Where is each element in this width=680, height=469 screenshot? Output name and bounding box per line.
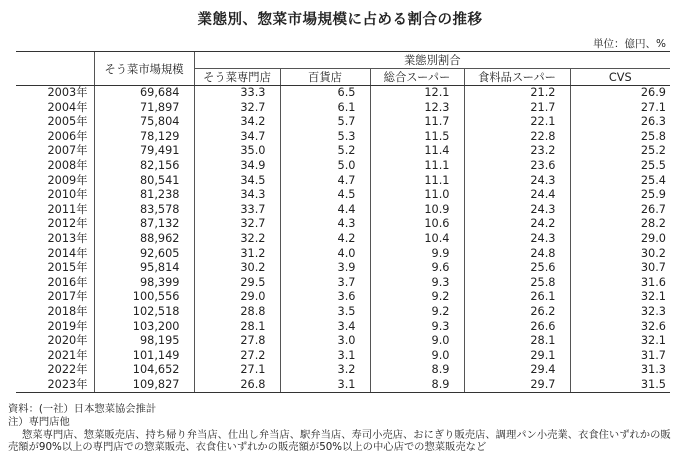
market-size-cell: 92,605 <box>94 247 194 262</box>
sozai-store-cell: 32.7 <box>194 217 280 232</box>
sozai-store-cell: 28.8 <box>194 305 280 320</box>
table-row <box>16 188 670 203</box>
header-format-ratio: 業態別割合 <box>194 52 670 69</box>
table-row <box>16 363 670 378</box>
notes <box>8 403 671 454</box>
market-size-cell: 69,684 <box>94 86 194 101</box>
year-cell: 2004年 <box>47 100 88 114</box>
market-size-cell: 98,195 <box>94 334 194 349</box>
page-title: 業態別、惣菜市場規模に占める割合の推移 <box>197 12 483 28</box>
general-supermarket-cell: 12.3 <box>370 101 464 116</box>
table-row <box>16 305 670 320</box>
general-supermarket-cell: 11.7 <box>370 115 464 130</box>
sozai-store-cell: 34.2 <box>194 115 280 130</box>
cvs-cell: 31.7 <box>570 349 670 364</box>
general-supermarket-cell: 10.9 <box>370 203 464 218</box>
table-row <box>16 247 670 262</box>
market-size-cell: 102,518 <box>94 305 194 320</box>
food-supermarket-cell: 22.8 <box>464 130 570 145</box>
food-supermarket-cell: 21.7 <box>464 101 570 116</box>
department-store-cell: 5.0 <box>280 159 370 174</box>
department-store-cell: 3.2 <box>280 363 370 378</box>
general-supermarket-cell: 8.9 <box>370 378 464 393</box>
header-market-size: そう菜市場規模 <box>94 52 194 86</box>
sozai-store-cell: 28.1 <box>194 320 280 335</box>
data-table <box>16 51 670 393</box>
year-cell: 2007年 <box>47 144 88 158</box>
market-size-cell: 83,578 <box>94 203 194 218</box>
sozai-store-cell: 27.2 <box>194 349 280 364</box>
year-cell: 2006年 <box>47 129 88 143</box>
department-store-cell: 3.1 <box>280 349 370 364</box>
market-size-cell: 104,652 <box>94 363 194 378</box>
sozai-store-cell: 31.2 <box>194 247 280 262</box>
year-cell: 2018年 <box>47 304 88 318</box>
market-size-cell: 71,897 <box>94 101 194 116</box>
year-cell: 2005年 <box>47 115 88 129</box>
table-row <box>16 101 670 116</box>
department-store-cell: 6.5 <box>280 86 370 101</box>
sozai-store-cell: 29.5 <box>194 276 280 291</box>
market-size-cell: 78,129 <box>94 130 194 145</box>
cvs-cell: 25.8 <box>570 130 670 145</box>
food-supermarket-cell: 22.1 <box>464 115 570 130</box>
table-row <box>16 115 670 130</box>
table-row <box>16 276 670 291</box>
general-supermarket-cell: 8.9 <box>370 363 464 378</box>
general-supermarket-cell: 9.3 <box>370 276 464 291</box>
food-supermarket-cell: 29.1 <box>464 349 570 364</box>
general-supermarket-cell: 11.1 <box>370 159 464 174</box>
year-cell: 2015年 <box>47 261 88 275</box>
cvs-cell: 26.3 <box>570 115 670 130</box>
year-cell: 2012年 <box>47 217 88 231</box>
header-food-supermarket: 食料品スーパー <box>464 69 570 86</box>
food-supermarket-cell: 24.4 <box>464 188 570 203</box>
market-size-cell: 95,814 <box>94 261 194 276</box>
cvs-cell: 25.5 <box>570 159 670 174</box>
year-cell: 2016年 <box>47 275 88 289</box>
sozai-store-cell: 29.0 <box>194 290 280 305</box>
cvs-cell: 30.7 <box>570 261 670 276</box>
food-supermarket-cell: 24.2 <box>464 217 570 232</box>
cvs-cell: 31.5 <box>570 378 670 393</box>
year-cell: 2021年 <box>47 348 88 362</box>
general-supermarket-cell: 11.5 <box>370 130 464 145</box>
cvs-cell: 32.1 <box>570 334 670 349</box>
cvs-cell: 25.2 <box>570 144 670 159</box>
sozai-store-cell: 32.7 <box>194 101 280 116</box>
year-cell: 2023年 <box>16 378 94 393</box>
header-department-store: 百貨店 <box>280 69 370 86</box>
cvs-cell: 29.0 <box>570 232 670 247</box>
year-cell: 2017年 <box>47 290 88 304</box>
sozai-store-cell: 33.3 <box>194 86 280 101</box>
food-supermarket-cell: 29.7 <box>464 378 570 393</box>
department-store-cell: 3.9 <box>280 261 370 276</box>
department-store-cell: 3.4 <box>280 320 370 335</box>
year-cell: 2013年 <box>47 231 88 245</box>
cvs-cell: 31.3 <box>570 363 670 378</box>
department-store-cell: 6.1 <box>280 101 370 116</box>
general-supermarket-cell: 11.0 <box>370 188 464 203</box>
general-supermarket-cell: 9.2 <box>370 290 464 305</box>
sozai-store-cell: 34.7 <box>194 130 280 145</box>
cvs-cell: 32.1 <box>570 290 670 305</box>
table-row <box>16 349 670 364</box>
sozai-store-cell: 33.7 <box>194 203 280 218</box>
table-body <box>16 86 670 393</box>
food-supermarket-cell: 23.2 <box>464 144 570 159</box>
department-store-cell: 5.2 <box>280 144 370 159</box>
market-size-cell: 88,962 <box>94 232 194 247</box>
market-size-cell: 75,804 <box>94 115 194 130</box>
general-supermarket-cell: 11.4 <box>370 144 464 159</box>
year-cell: 2020年 <box>47 334 88 348</box>
unit-label: 単位：億円、% <box>593 38 666 50</box>
department-store-cell: 4.3 <box>280 217 370 232</box>
year-cell: 2019年 <box>47 319 88 333</box>
sozai-store-cell: 34.3 <box>194 188 280 203</box>
department-store-cell: 4.0 <box>280 247 370 262</box>
header-cvs: CVS <box>570 69 670 86</box>
cvs-cell: 27.1 <box>570 101 670 116</box>
table-row <box>16 203 670 218</box>
market-size-cell: 82,156 <box>94 159 194 174</box>
year-cell: 2011年 <box>47 202 88 216</box>
department-store-cell: 5.7 <box>280 115 370 130</box>
department-store-cell: 4.5 <box>280 188 370 203</box>
food-supermarket-cell: 24.3 <box>464 232 570 247</box>
table-row <box>16 232 670 247</box>
header-sozai-store: そう菜専門店 <box>194 69 280 86</box>
food-supermarket-cell: 25.6 <box>464 261 570 276</box>
year-cell: 2009年 <box>47 173 88 187</box>
market-size-cell: 98,399 <box>94 276 194 291</box>
source-note: 資料：(一社）日本惣菜協会推計 <box>8 403 157 415</box>
department-store-cell: 4.2 <box>280 232 370 247</box>
year-cell: 2010年 <box>47 188 88 202</box>
sozai-store-cell: 34.5 <box>194 174 280 189</box>
general-supermarket-cell: 11.1 <box>370 174 464 189</box>
table-row <box>16 320 670 335</box>
market-size-cell: 79,491 <box>94 144 194 159</box>
table-row <box>16 159 670 174</box>
market-size-cell: 101,149 <box>94 349 194 364</box>
department-store-cell: 3.7 <box>280 276 370 291</box>
general-supermarket-cell: 12.1 <box>370 86 464 101</box>
year-cell: 2014年 <box>47 246 88 260</box>
table-row <box>16 334 670 349</box>
cvs-cell: 32.6 <box>570 320 670 335</box>
market-size-cell: 80,541 <box>94 174 194 189</box>
department-store-cell: 3.6 <box>280 290 370 305</box>
market-size-cell: 103,200 <box>94 320 194 335</box>
year-cell: 2022年 <box>47 363 88 377</box>
department-store-cell: 5.3 <box>280 130 370 145</box>
general-supermarket-cell: 9.0 <box>370 349 464 364</box>
cvs-cell: 25.9 <box>570 188 670 203</box>
note-title: 注）専門店他 <box>8 415 70 428</box>
food-supermarket-cell: 21.2 <box>464 86 570 101</box>
table-row <box>16 261 670 276</box>
cvs-cell: 25.4 <box>570 174 670 189</box>
general-supermarket-cell: 9.3 <box>370 320 464 335</box>
table-row <box>16 144 670 159</box>
header-general-supermarket: 総合スーパー <box>370 69 464 86</box>
note-line-1: 惣菜専門店、惣菜販売店、持ち帰り弁当店、仕出し弁当店、駅弁当店、寿司小売店、おにぎり販売店、調理パン小売業、衣食住いずれかの販 <box>22 428 671 441</box>
general-supermarket-cell: 9.2 <box>370 305 464 320</box>
food-supermarket-cell: 24.3 <box>464 203 570 218</box>
market-size-cell: 87,132 <box>94 217 194 232</box>
department-store-cell: 4.4 <box>280 203 370 218</box>
general-supermarket-cell: 9.9 <box>370 247 464 262</box>
sozai-store-cell: 30.2 <box>194 261 280 276</box>
year-cell: 2003年 <box>47 86 88 99</box>
food-supermarket-cell: 24.3 <box>464 174 570 189</box>
sozai-store-cell: 35.0 <box>194 144 280 159</box>
food-supermarket-cell: 26.2 <box>464 305 570 320</box>
general-supermarket-cell: 9.6 <box>370 261 464 276</box>
table-row <box>16 130 670 145</box>
cvs-cell: 32.3 <box>570 305 670 320</box>
department-store-cell: 3.5 <box>280 305 370 320</box>
food-supermarket-cell: 26.1 <box>464 290 570 305</box>
department-store-cell: 3.1 <box>280 378 370 393</box>
general-supermarket-cell: 10.6 <box>370 217 464 232</box>
cvs-cell: 31.6 <box>570 276 670 291</box>
market-size-cell: 100,556 <box>94 290 194 305</box>
food-supermarket-cell: 23.6 <box>464 159 570 174</box>
food-supermarket-cell: 26.6 <box>464 320 570 335</box>
food-supermarket-cell: 25.8 <box>464 276 570 291</box>
cvs-cell: 30.2 <box>570 247 670 262</box>
sozai-store-cell: 34.9 <box>194 159 280 174</box>
food-supermarket-cell: 28.1 <box>464 334 570 349</box>
department-store-cell: 3.0 <box>280 334 370 349</box>
table-row <box>16 290 670 305</box>
year-cell: 2008年 <box>47 158 88 172</box>
sozai-store-cell: 26.8 <box>194 378 280 393</box>
cvs-cell: 26.7 <box>570 203 670 218</box>
table-row <box>16 217 670 232</box>
general-supermarket-cell: 10.4 <box>370 232 464 247</box>
department-store-cell: 4.7 <box>280 174 370 189</box>
note-line-2: 売額が90%以上の専門店での惣菜販売、衣食住いずれかの販売額が50%以上の中心店での惣菜販売など <box>8 441 487 454</box>
general-supermarket-cell: 9.0 <box>370 334 464 349</box>
sozai-store-cell: 32.2 <box>194 232 280 247</box>
sozai-store-cell: 27.1 <box>194 363 280 378</box>
cvs-cell: 28.2 <box>570 217 670 232</box>
table-row <box>16 86 670 101</box>
food-supermarket-cell: 24.8 <box>464 247 570 262</box>
market-size-cell: 109,827 <box>94 378 194 393</box>
sozai-store-cell: 27.8 <box>194 334 280 349</box>
table-row <box>16 174 670 189</box>
market-size-cell: 81,238 <box>94 188 194 203</box>
header-year <box>16 52 94 86</box>
table-row <box>16 378 670 393</box>
cvs-cell: 26.9 <box>570 86 670 101</box>
food-supermarket-cell: 29.4 <box>464 363 570 378</box>
